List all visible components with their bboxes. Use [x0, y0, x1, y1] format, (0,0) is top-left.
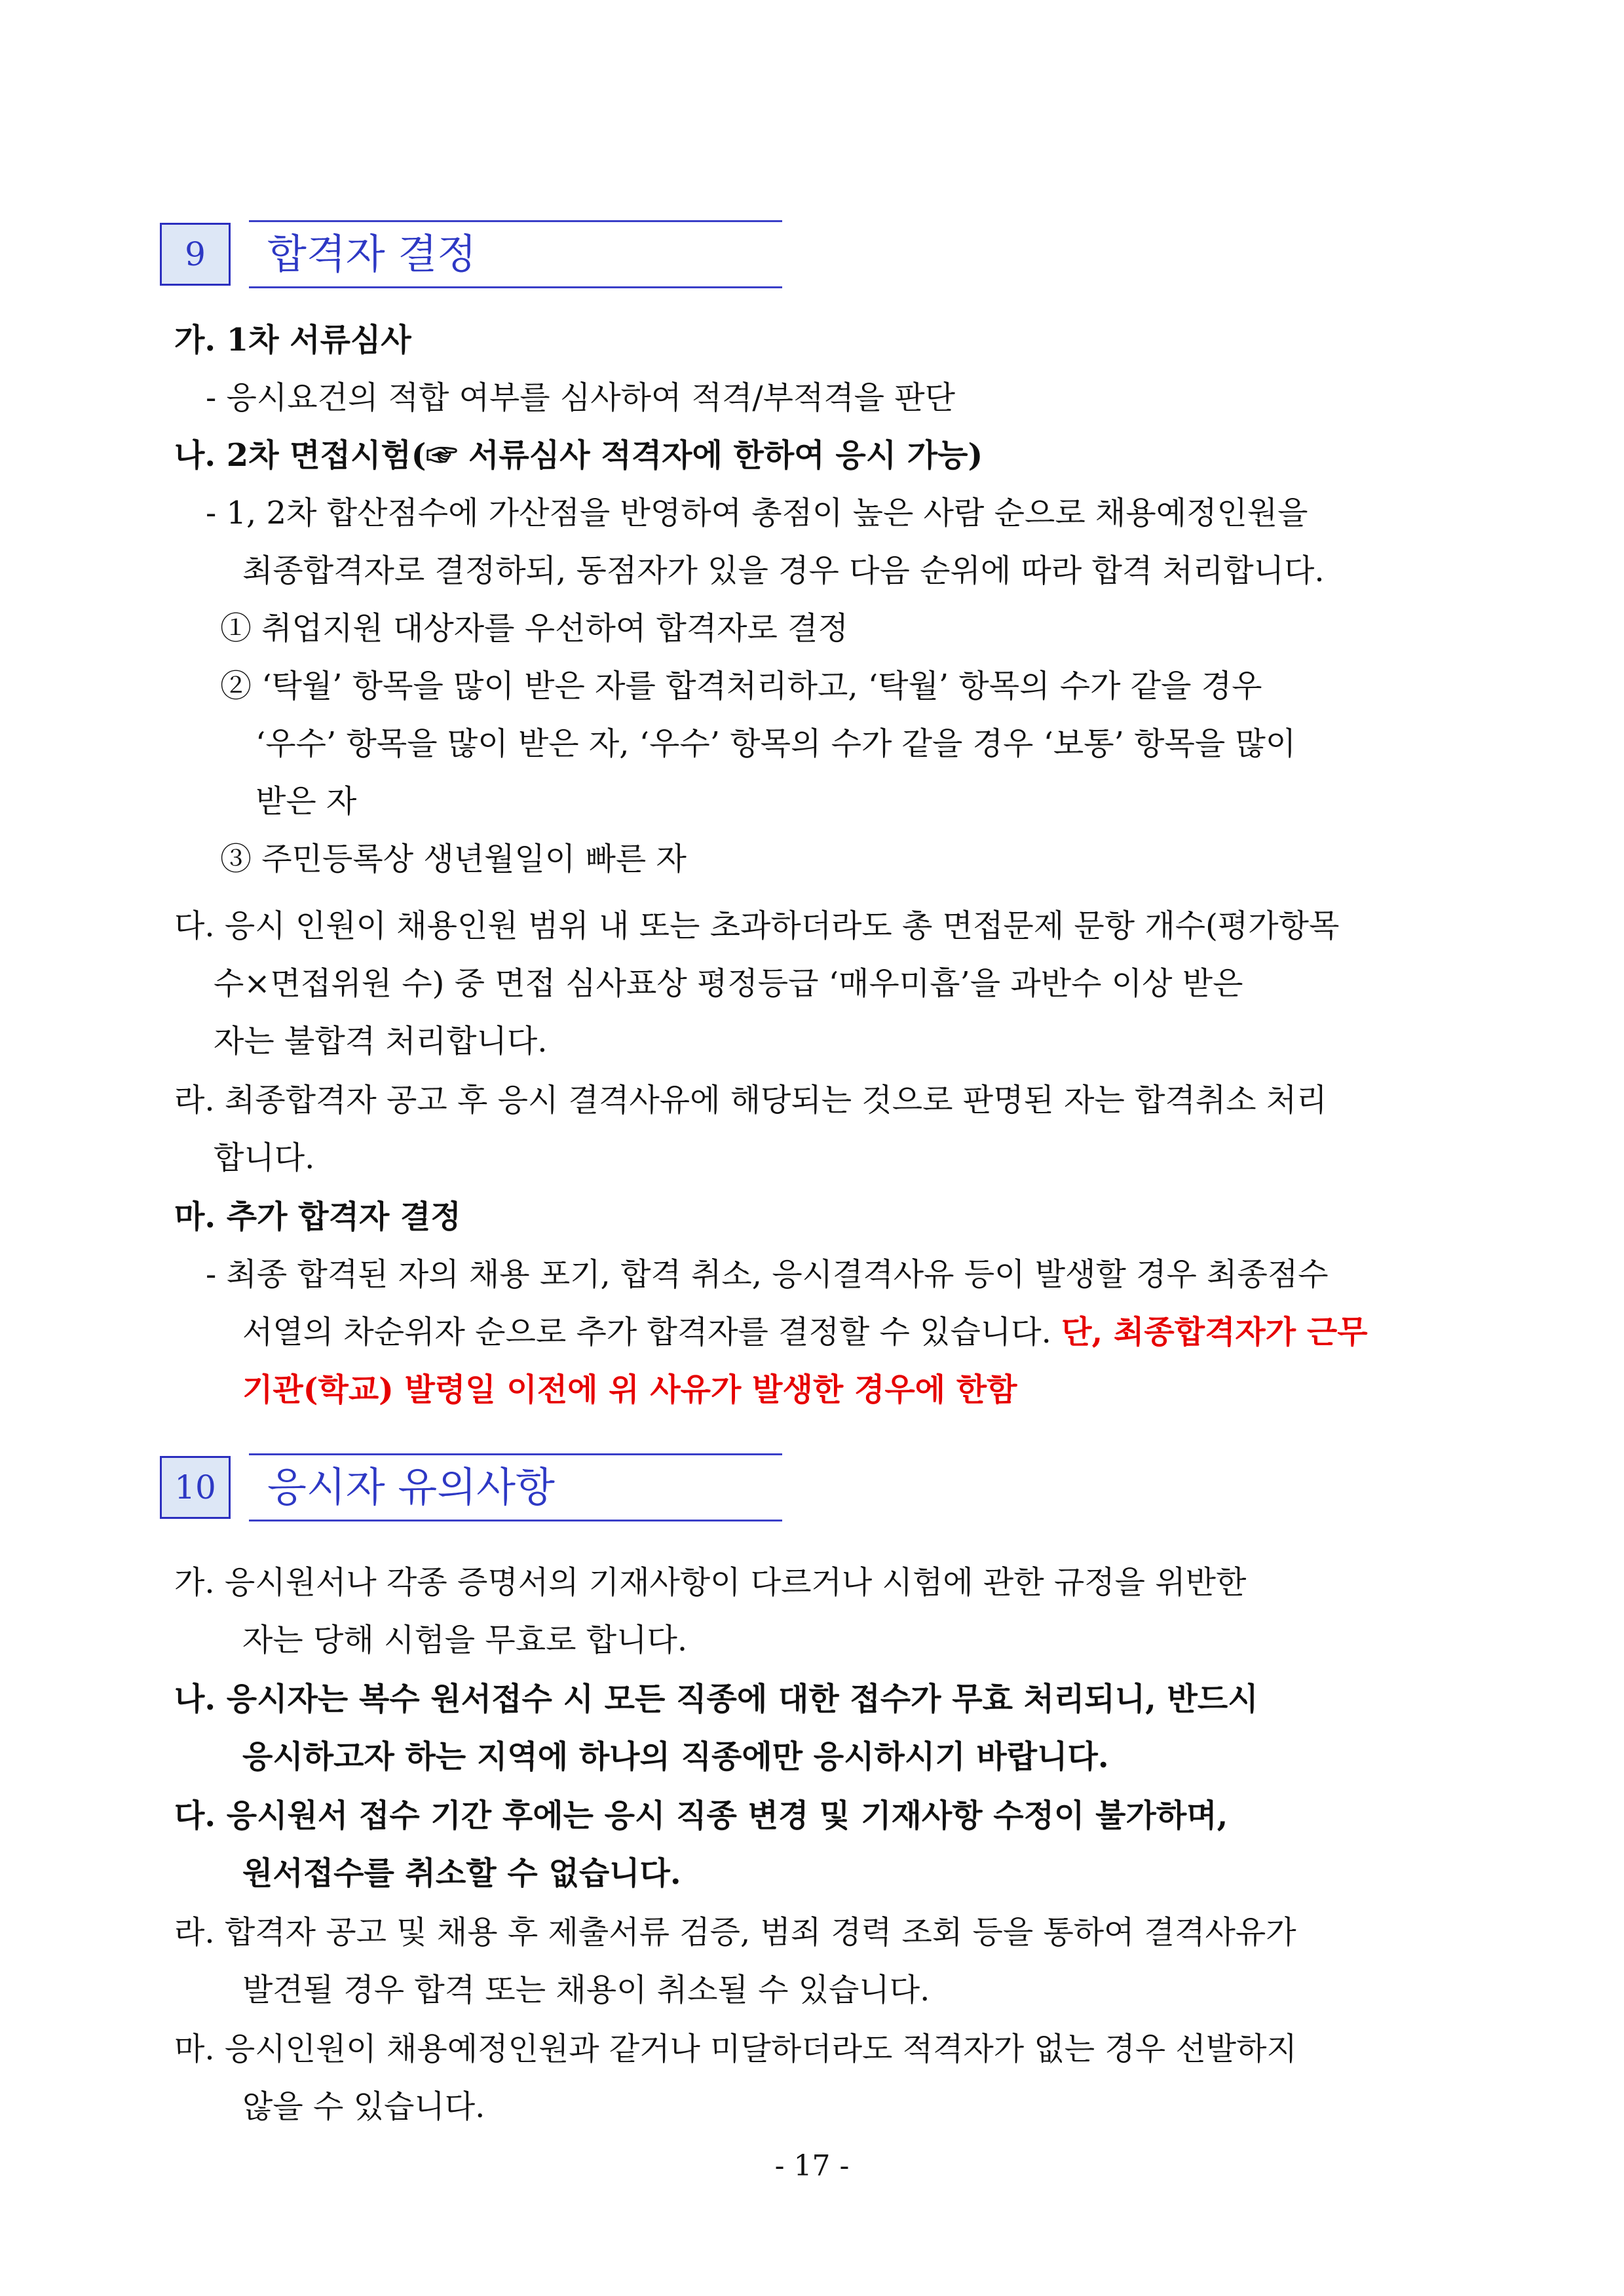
sec10-ga-line1: 가. 응시원서나 각종 증명서의 기재사항이 다르거나 시험에 관한 규정을 위반한 — [174, 1564, 1247, 1601]
sec9-ma-notice-red-line2: 기관(학교) 발령일 이전에 위 사유가 발생한 경우에 한함 — [242, 1371, 1017, 1408]
sec10-ma-line1: 마. 응시인원이 채용예정인원과 같거나 미달하더라도 적격자가 없는 경우 선발하지 — [174, 2031, 1297, 2067]
sec10-ma-line2: 않을 수 있습니다. — [242, 2088, 485, 2125]
sec10-da-line2: 원서접수를 취소할 수 없습니다. — [242, 1855, 681, 1892]
sec9-ra-line1: 라. 최종합격자 공고 후 응시 결격사유에 해당되는 것으로 판명된 자는 합격취소 처리 — [174, 1082, 1327, 1119]
section-number-10: 10 — [160, 1456, 231, 1519]
section-title-9: 합격자 결정 — [249, 220, 782, 288]
sec9-ra-line2: 합니다. — [214, 1139, 315, 1176]
sec10-na-line1: 나. 응시자는 복수 원서접수 시 모든 직종에 대한 접수가 무효 처리되니, 반드시 — [174, 1681, 1258, 1717]
section-title-10: 응시자 유의사항 — [249, 1453, 782, 1521]
sec10-ra-line2: 발견될 경우 합격 또는 채용이 취소될 수 있습니다. — [242, 1972, 930, 2008]
section-number-9: 9 — [160, 223, 231, 286]
sec9-rule-3: ③ 주민등록상 생년월일이 빠른 자 — [220, 841, 687, 877]
sec9-ma-item-line2-text: 서열의 차순위자 순으로 추가 합격자를 결정할 수 있습니다. — [242, 1314, 1051, 1350]
sec10-da-line1: 다. 응시원서 접수 기간 후에는 응시 직종 변경 및 기재사항 수정이 불가하며, — [174, 1797, 1228, 1834]
sec9-na-item-line1: - 1, 2차 합산점수에 가산점을 반영하여 총점이 높은 사람 순으로 채용예정인원을 — [206, 495, 1308, 531]
sec9-ma-item-line2 — [242, 1307, 1368, 1352]
sec9-da-line2: 수×면접위원 수) 중 면접 심사표상 평정등급 ‘매우미흡’을 과반수 이상 받은 — [214, 965, 1243, 1002]
sec9-ga-heading: 가. 1차 서류심사 — [174, 322, 411, 358]
sec9-rule-2-line1: ② ‘탁월’ 항목을 많이 받은 자를 합격처리하고, ‘탁월’ 항목의 수가 같을 경우 — [220, 668, 1262, 704]
sec9-ga-item: - 응시요건의 적합 여부를 심사하여 적격/부적격을 판단 — [206, 379, 956, 416]
page-number: - 17 - — [774, 2149, 850, 2183]
sec9-ma-heading: 마. 추가 합격자 결정 — [174, 1198, 461, 1235]
sec9-rule-2-line3: 받은 자 — [255, 783, 357, 820]
sec9-rule-2-line2: ‘우수’ 항목을 많이 받은 자, ‘우수’ 항목의 수가 같을 경우 ‘보통’ 항목을 많이 — [255, 725, 1296, 762]
sec9-da-line3: 자는 불합격 처리합니다. — [214, 1023, 548, 1060]
sec10-ra-line1: 라. 합격자 공고 및 채용 후 제출서류 검증, 범죄 경력 조회 등을 통하여 결격사유가 — [174, 1914, 1296, 1951]
sec9-da-line1: 다. 응시 인원이 채용인원 범위 내 또는 초과하더라도 총 면접문제 문항 개수(평가항목 — [174, 908, 1340, 944]
sec9-rule-1: ① 취업지원 대상자를 우선하여 합격자로 결정 — [220, 610, 848, 647]
sec9-na-heading: 나. 2차 면접시험(☞ 서류심사 적격자에 한하여 응시 가능) — [174, 437, 983, 474]
sec9-na-item-line2: 최종합격자로 결정하되, 동점자가 있을 경우 다음 순위에 따라 합격 처리합니다. — [242, 552, 1325, 589]
sec9-ma-notice-red: 단, 최종합격자가 근무 — [1061, 1314, 1368, 1350]
sec10-na-line2: 응시하고자 하는 지역에 하나의 직종에만 응시하시기 바랍니다. — [242, 1738, 1109, 1775]
sec9-ma-item-line1: - 최종 합격된 자의 채용 포기, 합격 취소, 응시결격사유 등이 발생할 경우 최종점수 — [206, 1256, 1329, 1293]
sec10-ga-line2: 자는 당해 시험을 무효로 합니다. — [242, 1622, 688, 1658]
